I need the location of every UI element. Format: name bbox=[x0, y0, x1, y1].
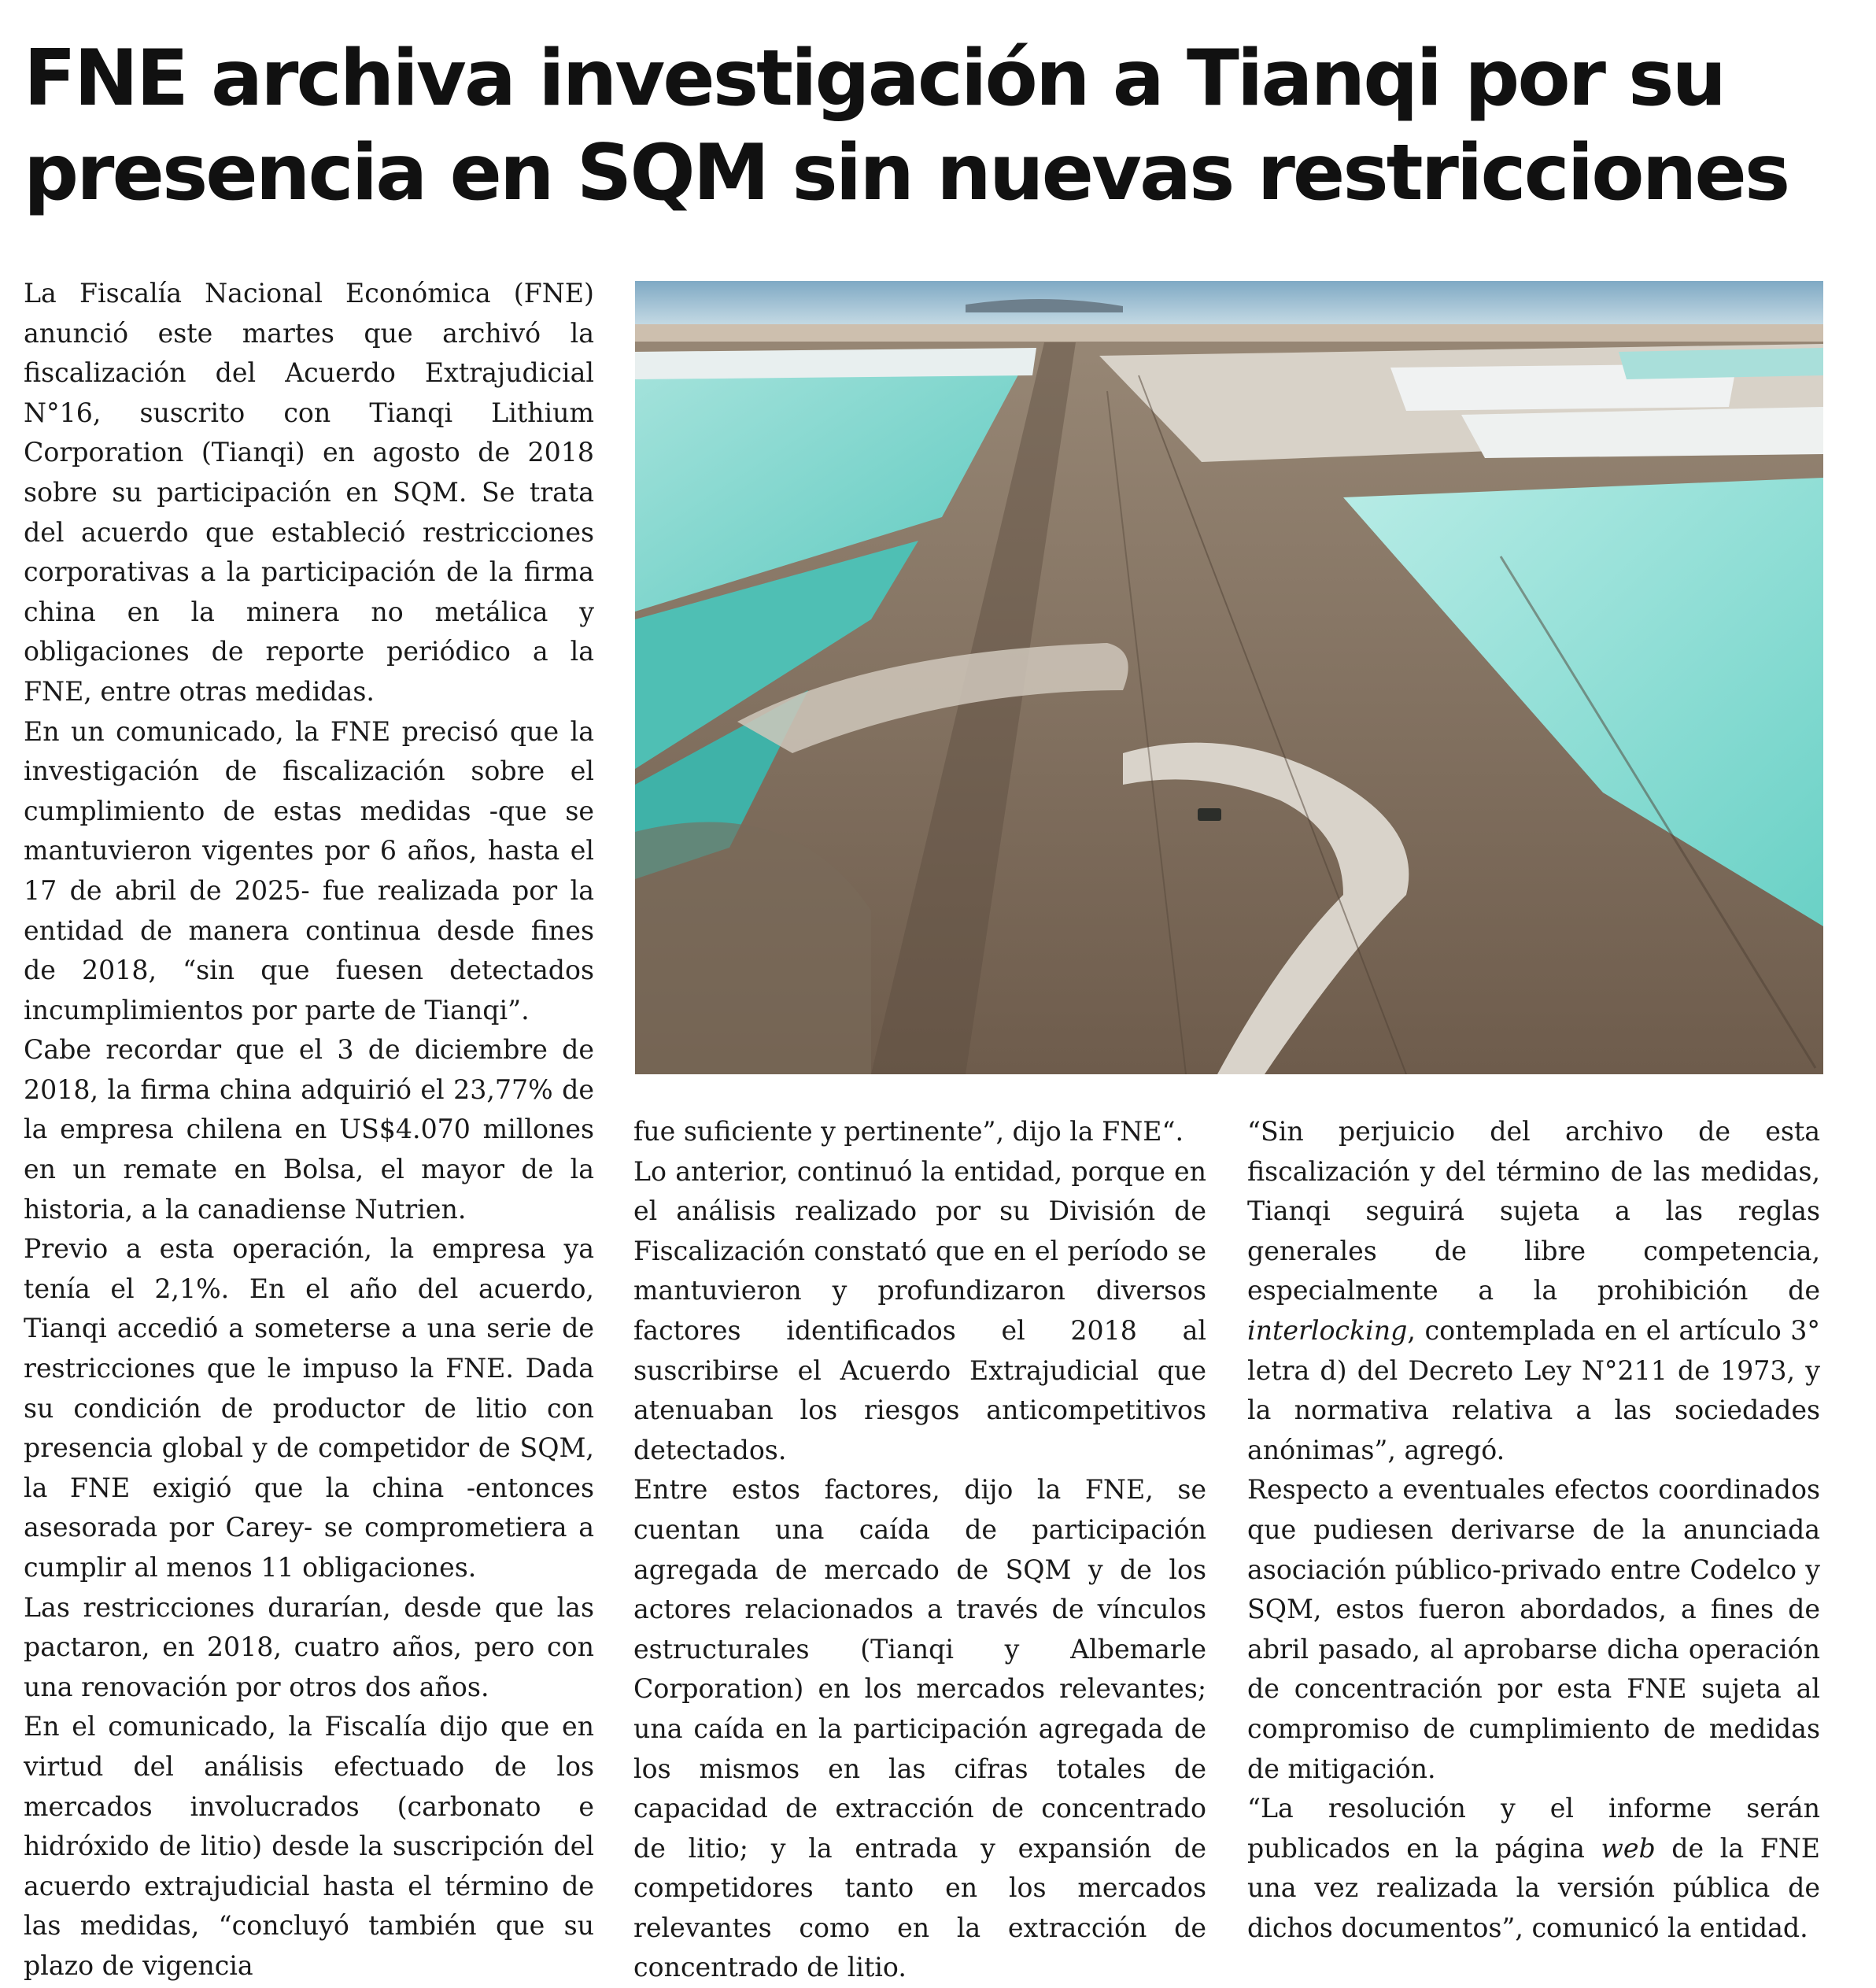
paragraph bbox=[1247, 1789, 1820, 1948]
text-span: de la FNE una vez realizada la versión pública de dichos documentos”, comunicó la entidad. bbox=[1247, 1832, 1820, 1943]
text-span: “La resolución y el informe serán publicados en la página bbox=[1247, 1793, 1820, 1864]
text-span: “Sin perjuicio del archivo de esta fiscalización y del término de las medidas, Tianqi seguirá sujeta a las reglas generales de libre competencia, especialmente a la prohibición de bbox=[1247, 1116, 1820, 1306]
article-column-3 bbox=[1247, 1112, 1820, 1948]
paragraph bbox=[1247, 1112, 1820, 1470]
paragraph: La Fiscalía Nacional Económica (FNE) anunció este martes que archivó la fiscalización del Acuerdo Extrajudicial N°16, suscrito con Tianqi Lithium Corporation (Tianqi) en agosto de 2018 sobre su participación en SQM. Se trata del acuerdo que estableció restricciones corporativas a la participación de la firma china en la minera no metálica y obligaciones de reporte periódico a la FNE, entre otras medidas. bbox=[24, 278, 594, 707]
paragraph: fue suficiente y pertinente”, dijo la FNE“. bbox=[633, 1116, 1184, 1147]
aerial-photo-icon bbox=[635, 281, 1823, 1074]
paragraph: Previo a esta operación, la empresa ya tenía el 2,1%. En el año del acuerdo, Tianqi accedió a someterse a una serie de restricciones que le impuso la FNE. Dada su condición de productor de litio con presencia global y de competidor de SQM, la FNE exigió que la china -entonces asesorada por Carey- se comprometiera a cumplir al menos 11 obligaciones. bbox=[24, 1233, 594, 1583]
paragraph: En el comunicado, la Fiscalía dijo que en virtud del análisis efectuado de los mercados involucrados (carbonato e hidróxido de litio) desde la suscripción del acuerdo extrajudicial hasta el término de las medidas, “concluyó también que su plazo de vigencia bbox=[24, 1711, 594, 1981]
text-span: , contemplada en el artículo 3° letra d) del Decreto Ley N°211 de 1973, y la normativa relativa a las sociedades anónimas”, agregó. bbox=[1247, 1314, 1820, 1465]
italic-term: web bbox=[1601, 1832, 1656, 1864]
paragraph: Entre estos factores, dijo la FNE, se cuentan una caída de participación agregada de mercado de SQM y de los actores relacionados a través de vínculos estructurales (Tianqi y Albemarle Corporation) en los mercados relevantes; una caída en la participación agregada de los mismos en las cifras totales de capacidad de extracción de concentrado de litio; y la entrada y expansión de competidores tanto en los mercados relevantes como en la extracción de concentrado de litio. bbox=[633, 1474, 1206, 1983]
article-column-2 bbox=[633, 1112, 1206, 1988]
paragraph: Las restricciones durarían, desde que las pactaron, en 2018, cuatro años, pero con una renovación por otros dos años. bbox=[24, 1591, 594, 1702]
italic-term: interlocking bbox=[1247, 1314, 1408, 1346]
paragraph: En un comunicado, la FNE precisó que la investigación de fiscalización sobre el cumplimiento de estas medidas -que se mantuvieron vigentes por 6 años, hasta el 17 de abril de 2025- fue realizada por la entidad de manera continua desde fines de 2018, “sin que fuesen detectados incumplimientos por parte de Tianqi”. bbox=[24, 715, 594, 1025]
paragraph: Lo anterior, continuó la entidad, porque en el análisis realizado por su División de Fiscalización constató que en el período se mantuvieron y profundizaron diversos factores identificados el 2018 al suscribirse el Acuerdo Extrajudicial que atenuaban los riesgos anticompetitivos detectados. bbox=[633, 1155, 1206, 1465]
paragraph: Cabe recordar que el 3 de diciembre de 2018, la firma china adquirió el 23,77% de la empresa chilena en US$4.070 millones en un remate en Bolsa, el mayor de la historia, a la canadiense Nutrien. bbox=[24, 1034, 594, 1225]
article-column-1 bbox=[24, 274, 594, 1986]
headline: FNE archiva investigación a Tianqi por su presencia en SQM sin nuevas restricciones bbox=[24, 34, 1789, 218]
paragraph: Respecto a eventuales efectos coordinados que pudiesen derivarse de la anunciada asociación público-privado entre Codelco y SQM, estos fueron abordados, a fines de abril pasado, al aprobarse dicha operación de concentración por esta FNE sujeta al compromiso de cumplimiento de medidas de mitigación. bbox=[1247, 1474, 1820, 1784]
